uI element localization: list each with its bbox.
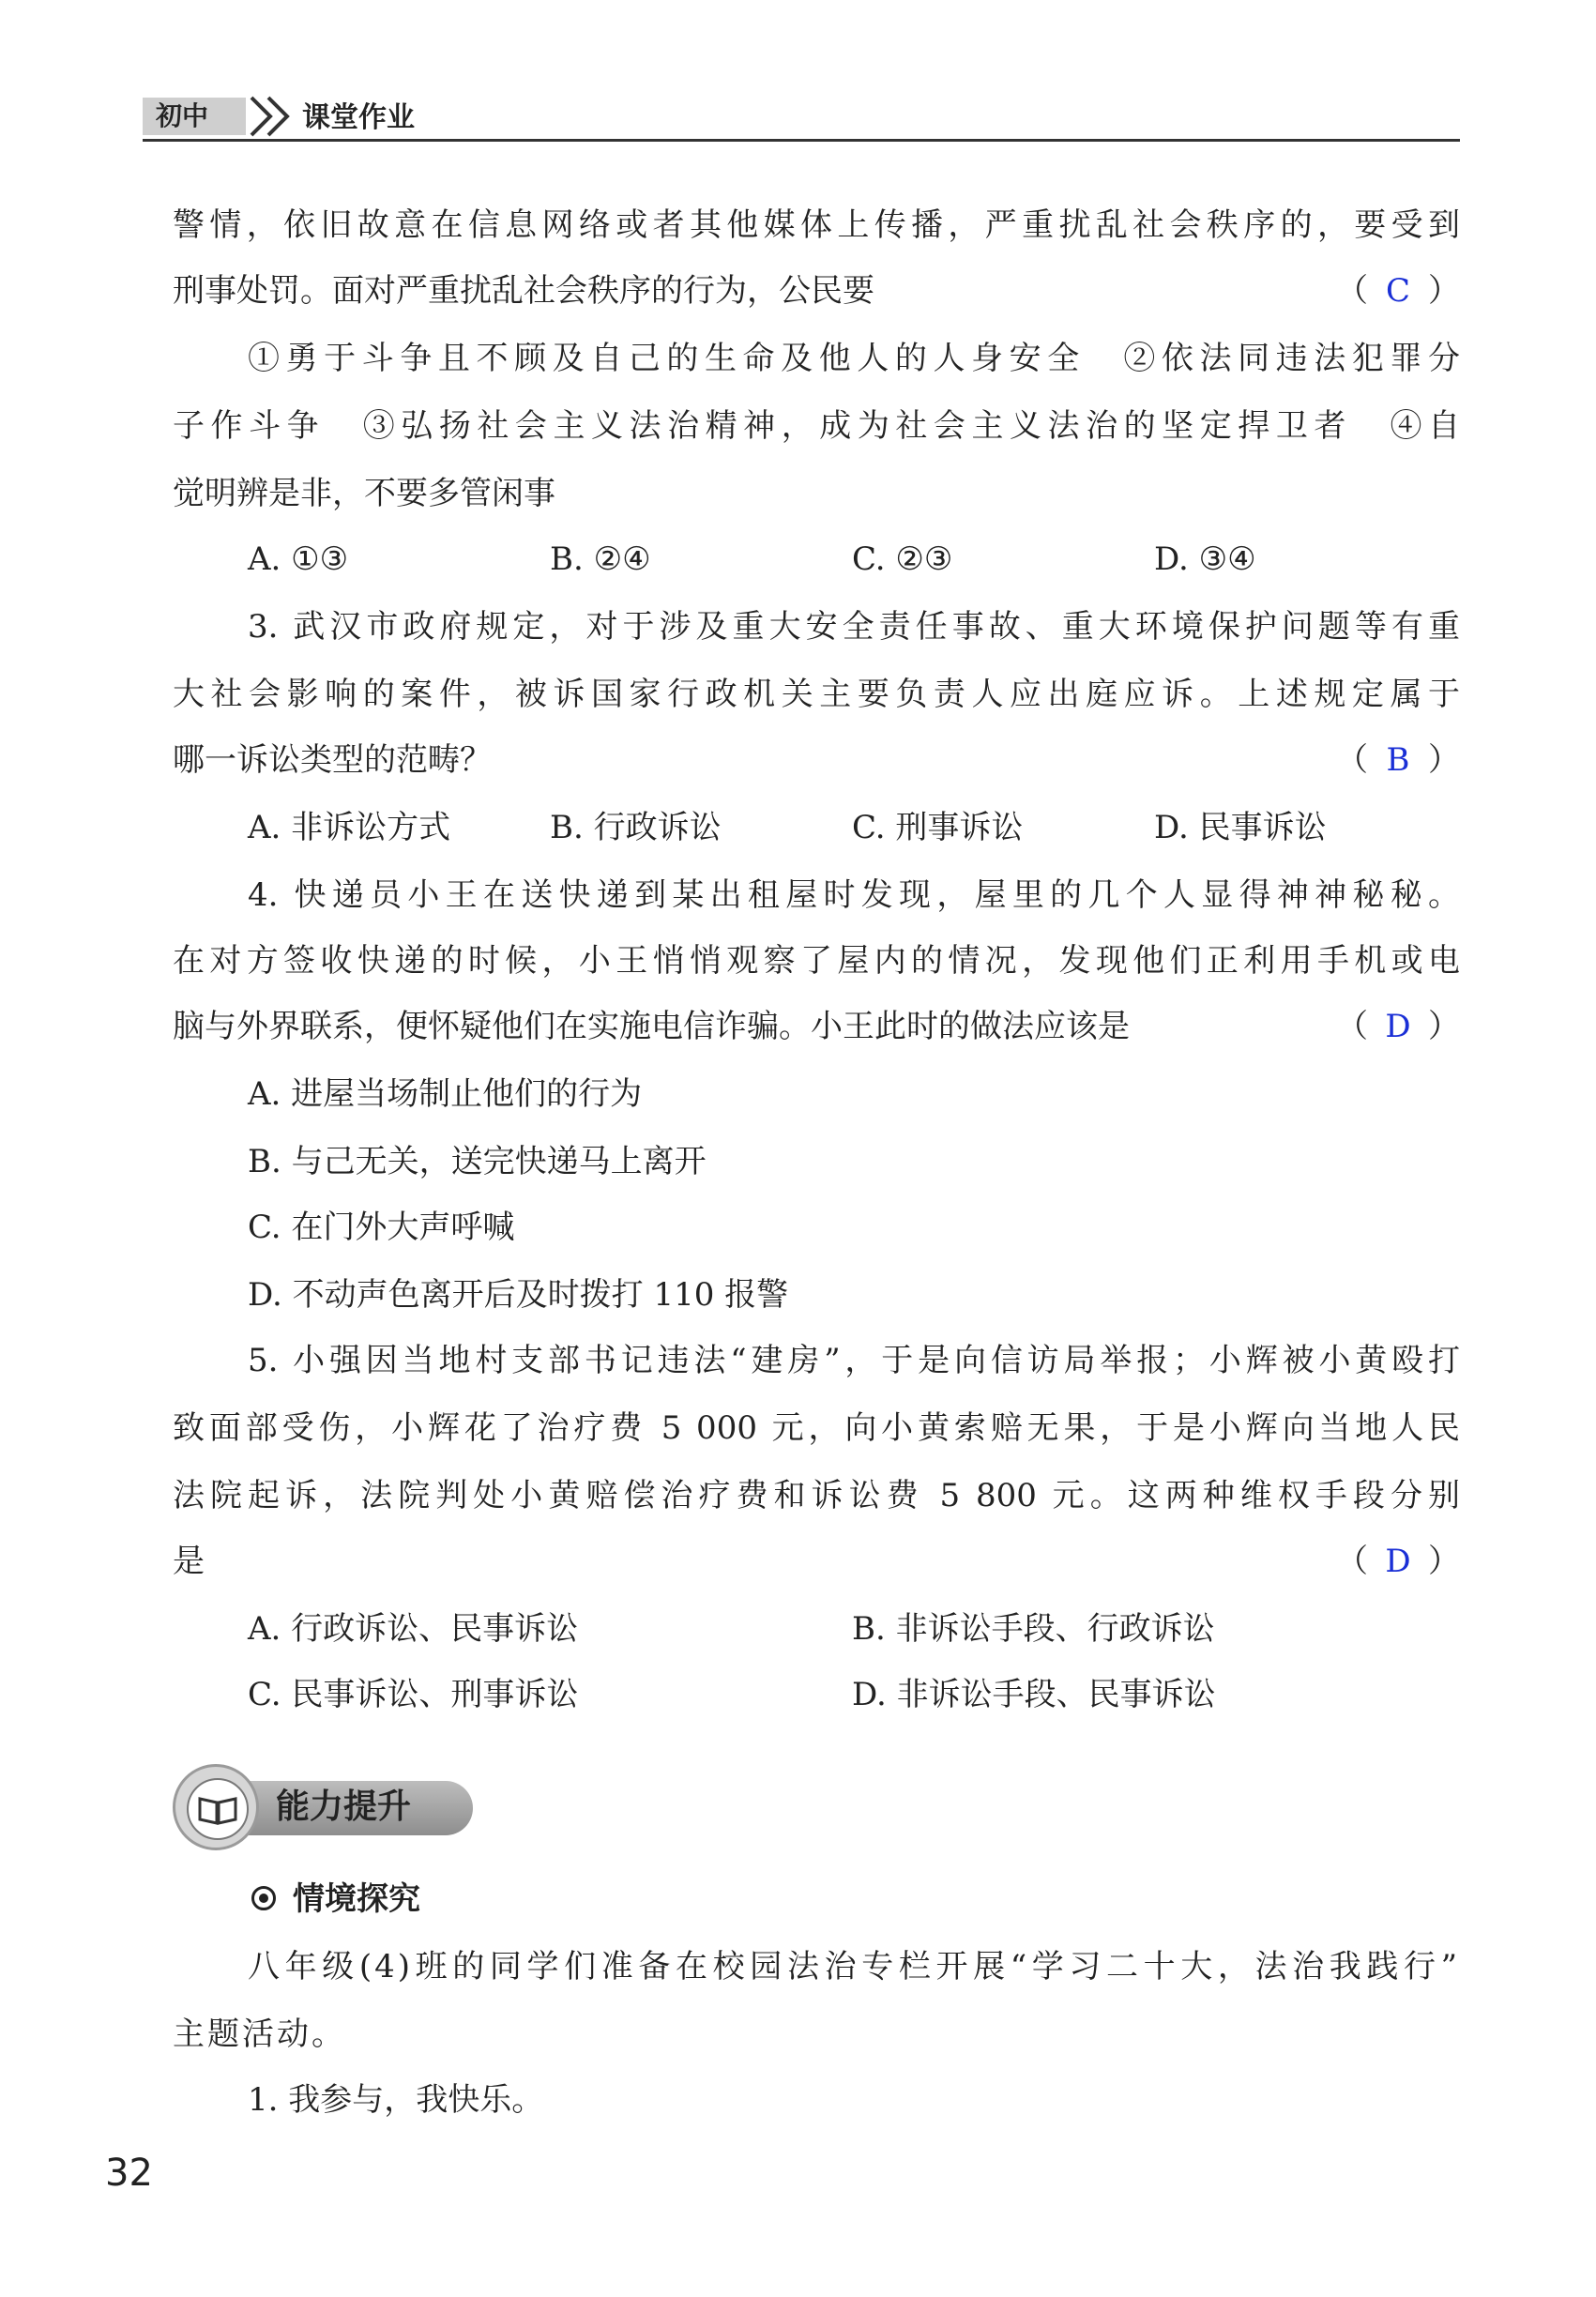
q2-answer: （ C ） xyxy=(1336,268,1460,313)
scenario-line-1: 八年级(4)班的同学们准备在校园法治专栏开展“学习二十大，法治我践行” xyxy=(248,1948,1460,1985)
page-number: 32 xyxy=(105,2152,153,2195)
q3-option-d: D. 民事诉讼 xyxy=(1154,809,1327,846)
scenario-item-1: 1. 我参与，我快乐。 xyxy=(248,2081,544,2119)
bullet-icon xyxy=(251,1886,276,1910)
q4-line-2: 在对方签收快递的时候，小王悄悄观察了屋内的情况，发现他们正利用手机或电 xyxy=(173,942,1460,980)
q5-option-c: C. 民事诉讼、刑事诉讼 xyxy=(248,1676,579,1713)
section-banner xyxy=(173,1764,473,1850)
double-chevron-icon xyxy=(246,94,298,139)
q3-option-b: B. 行政诉讼 xyxy=(550,809,722,846)
q2-option-d: D. ③④ xyxy=(1154,540,1256,578)
q4-answer: （ D ） xyxy=(1336,1004,1460,1049)
q2-option-b: B. ②④ xyxy=(550,540,651,578)
book-icon xyxy=(189,1780,247,1838)
subsection-title: 情境探究 xyxy=(293,1880,420,1918)
q2-answer-letter: C xyxy=(1385,272,1410,310)
page-header xyxy=(143,94,1460,142)
q4-option-c: C. 在门外大声呼喊 xyxy=(248,1209,515,1246)
q3-line-3: 哪一诉讼类型的范畴？ xyxy=(173,741,492,779)
q5-line-3: 法院起诉，法院判处小黄赔偿治疗费和诉讼费 5 800 元。这两种维权手段分别 xyxy=(173,1477,1460,1514)
q5-option-d: D. 非诉讼手段、民事诉讼 xyxy=(852,1676,1216,1713)
q4-line-3: 脑与外界联系，便怀疑他们在实施电信诈骗。小王此时的做法应该是 xyxy=(173,1008,1130,1045)
q2-statement-3: 觉明辨是非，不要多管闲事 xyxy=(173,475,555,512)
q5-option-a: A. 行政诉讼、民事诉讼 xyxy=(248,1610,579,1648)
q2-option-a: A. ①③ xyxy=(248,540,349,578)
q2-line-1: 警情，依旧故意在信息网络或者其他媒体上传播，严重扰乱社会秩序的，要受到 xyxy=(173,206,1460,244)
header-title: 课堂作业 xyxy=(302,101,415,134)
q4-line-1: 4. 快递员小王在送快递到某出租屋时发现，屋里的几个人显得神神秘秘。 xyxy=(248,876,1460,914)
q3-answer-letter: B xyxy=(1386,741,1410,779)
q2-statement-1: ①勇于斗争且不顾及自己的生命及他人的人身安全 ②依法同违法犯罪分 xyxy=(248,340,1460,377)
q5-line-4: 是 xyxy=(173,1543,205,1580)
section-title: 能力提升 xyxy=(276,1787,412,1826)
q4-answer-letter: D xyxy=(1385,1008,1411,1045)
q4-option-b: B. 与己无关，送完快递马上离开 xyxy=(248,1143,707,1180)
q3-option-c: C. 刑事诉讼 xyxy=(852,809,1024,846)
q5-line-1: 5. 小强因当地村支部书记违法“建房”，于是向信访局举报；小辉被小黄殴打 xyxy=(248,1342,1460,1379)
q5-answer: （ D ） xyxy=(1336,1539,1460,1584)
q3-option-a: A. 非诉讼方式 xyxy=(248,809,451,846)
q2-line-2: 刑事处罚。面对严重扰乱社会秩序的行为，公民要 xyxy=(173,272,874,310)
scenario-line-2: 主题活动。 xyxy=(173,2016,346,2053)
q3-answer: （ B ） xyxy=(1336,738,1460,783)
q2-option-c: C. ②③ xyxy=(852,540,953,578)
q5-option-b: B. 非诉讼手段、行政诉讼 xyxy=(852,1610,1215,1648)
q4-option-a: A. 进屋当场制止他们的行为 xyxy=(248,1075,643,1113)
book-icon-badge xyxy=(173,1764,259,1850)
q2-statement-2: 子作斗争 ③弘扬社会主义法治精神，成为社会主义法治的坚定捍卫者 ④自 xyxy=(173,407,1460,445)
q3-line-2: 大社会影响的案件，被诉国家行政机关主要负责人应出庭应诉。上述规定属于 xyxy=(173,676,1460,713)
q4-option-d: D. 不动声色离开后及时拨打 110 报警 xyxy=(248,1276,789,1314)
header-tag: 初中 xyxy=(143,98,246,135)
q5-line-2: 致面部受伤，小辉花了治疗费 5 000 元，向小黄索赔无果，于是小辉向当地人民 xyxy=(173,1409,1460,1447)
q5-answer-letter: D xyxy=(1385,1543,1411,1580)
q3-line-1: 3. 武汉市政府规定，对于涉及重大安全责任事故、重大环境保护问题等有重 xyxy=(248,608,1460,646)
